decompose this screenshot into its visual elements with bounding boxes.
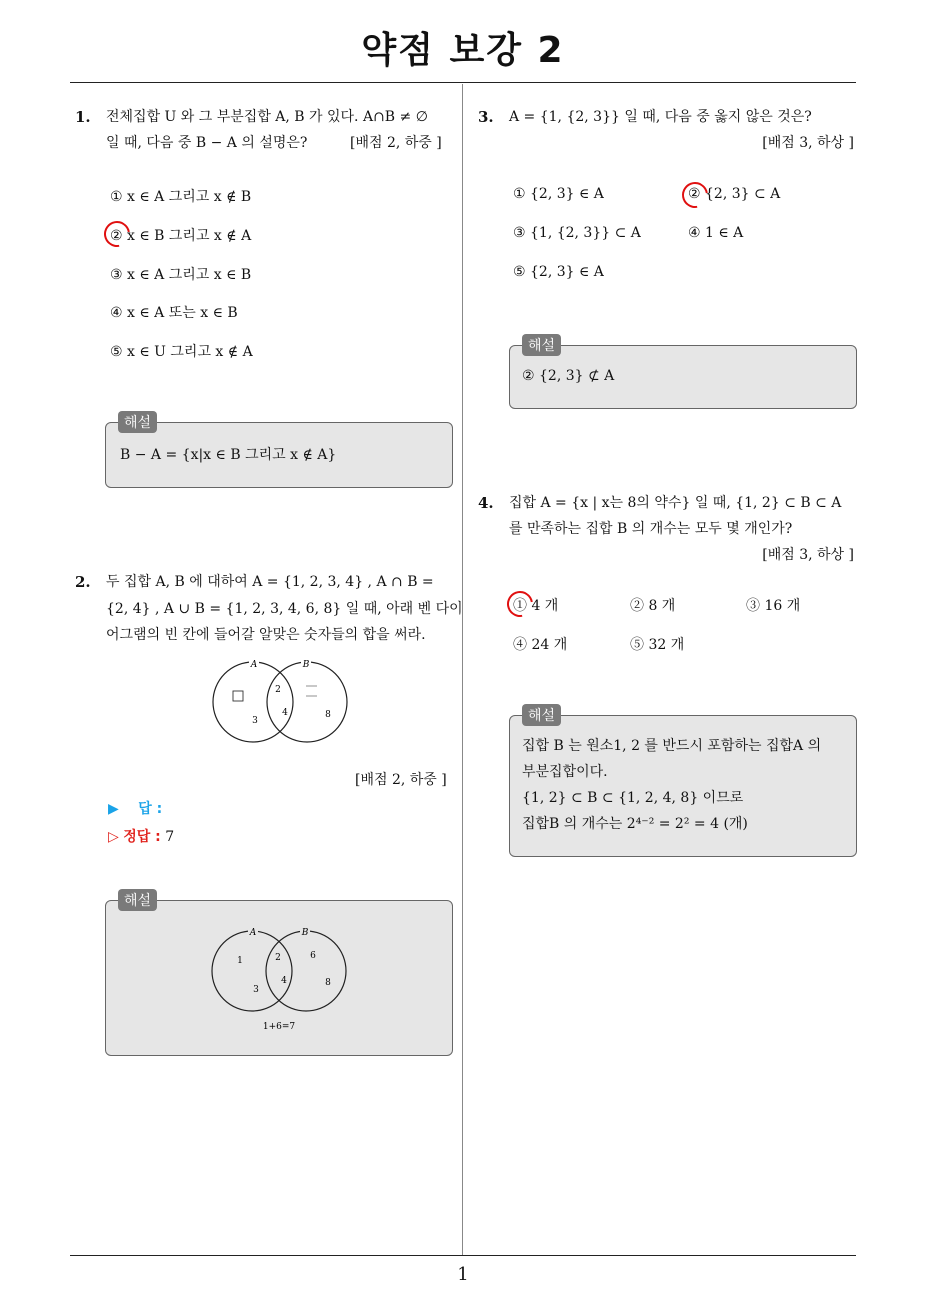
solution-text-line: 집합B 의 개수는 2⁴⁻² = 2² = 4 (개): [522, 816, 748, 832]
solution-box: [509, 338, 857, 409]
choice-3[interactable]: ③ 16 개: [746, 598, 801, 614]
answer-label: 답 :: [138, 801, 163, 817]
venn-blank-box: [233, 691, 243, 701]
venn-value: 1: [237, 956, 243, 966]
answer-circle-mark: [99, 216, 135, 252]
solution-text-line: 부분집합이다.: [522, 764, 608, 780]
venn-value: 4: [282, 708, 288, 718]
venn-value: 8: [325, 978, 331, 988]
venn-value: 2: [275, 953, 281, 963]
venn-label-b: B: [302, 660, 310, 670]
choice-1[interactable]: ① x ∈ A 그리고 x ∉ B: [110, 189, 252, 205]
question-number: 4.: [478, 494, 494, 512]
solution-box: [105, 415, 453, 488]
venn-circle-b: [266, 931, 346, 1011]
solution-tag: 해설: [118, 411, 157, 433]
venn-value: 4: [281, 976, 287, 986]
question-meta: [배점 2, 하중 ]: [355, 772, 447, 788]
choice-1[interactable]: ① 4 개: [513, 598, 559, 614]
solution-text: B − A = {x|x ∈ B 그리고 x ∉ A}: [120, 447, 337, 463]
play-outline-icon: ▷: [108, 829, 119, 845]
question-text-line: A = {1, {2, 3}} 일 때, 다음 중 옳지 않은 것은?: [509, 109, 812, 125]
play-icon: ▶: [108, 801, 119, 817]
question-text-line: 일 때, 다음 중 B − A 의 설명은?: [106, 135, 308, 151]
venn-circle-a: [212, 931, 292, 1011]
venn-value: 8: [325, 710, 331, 720]
question-text-line: {2, 4} , A ∪ B = {1, 2, 3, 4, 6, 8} 일 때, 아래 벤 다이: [106, 601, 463, 617]
page-number: 1: [457, 1264, 469, 1285]
answer-row: [108, 798, 162, 818]
solution-box: [509, 708, 857, 857]
choice-5[interactable]: ⑤ {2, 3} ∈ A: [513, 264, 604, 280]
venn-value: 3: [253, 985, 259, 995]
venn-value: 6: [310, 951, 316, 961]
solution-text-line: 집합 B 는 원소1, 2 를 반드시 포함하는 집합A 의: [522, 738, 822, 754]
choice-2[interactable]: ② x ∈ B 그리고 x ∉ A: [110, 228, 252, 244]
venn-circle-a: [213, 662, 293, 742]
page-title: 약점 보강 2: [361, 30, 565, 71]
correct-answer-row: [108, 826, 174, 846]
choice-1[interactable]: ① {2, 3} ∈ A: [513, 186, 604, 202]
choice-3[interactable]: ③ {1, {2, 3}} ⊂ A: [513, 225, 641, 241]
question-meta: [배점 2, 하중 ]: [350, 135, 442, 151]
venn-label-a: A: [249, 928, 257, 938]
venn-diagram: [205, 655, 355, 750]
answer-circle-mark: [502, 586, 538, 622]
correct-answer-value: 7: [165, 829, 175, 845]
solution-tag: 해설: [118, 889, 157, 911]
choice-5[interactable]: ⑤ x ∈ U 그리고 x ∉ A: [110, 344, 253, 360]
venn-caption: 1+6=7: [262, 1022, 296, 1032]
answer-circle-mark: [677, 177, 713, 213]
solution-text-line: {1, 2} ⊂ B ⊂ {1, 2, 4, 8} 이므로: [522, 790, 744, 806]
question-text-line: 를 만족하는 집합 B 의 개수는 모두 몇 개인가?: [509, 521, 793, 537]
choice-3[interactable]: ③ x ∈ A 그리고 x ∈ B: [110, 267, 252, 283]
venn-value: 2: [275, 685, 281, 695]
choice-4[interactable]: ④ x ∈ A 또는 x ∈ B: [110, 305, 238, 321]
footer-rule: [70, 1255, 856, 1256]
choice-2[interactable]: ② {2, 3} ⊂ A: [688, 186, 781, 202]
correct-answer-label: 정답 :: [123, 829, 161, 845]
solution-tag: 해설: [522, 334, 561, 356]
solution-venn-diagram: [204, 923, 354, 1033]
venn-value: 3: [252, 716, 258, 726]
choice-2[interactable]: ② 8 개: [630, 598, 676, 614]
column-divider: [462, 84, 463, 1256]
venn-circle-b: [267, 662, 347, 742]
solution-text: ② {2, 3} ⊄ A: [522, 368, 615, 384]
question-text-line: 두 집합 A, B 에 대하여 A = {1, 2, 3, 4} , A ∩ B =: [106, 574, 434, 590]
question-meta: [배점 3, 하상 ]: [762, 135, 854, 151]
question-number: 2.: [75, 573, 91, 591]
solution-tag: 해설: [522, 704, 561, 726]
venn-label-a: A: [250, 660, 258, 670]
question-number: 3.: [478, 108, 494, 126]
solution-box: [105, 893, 453, 1056]
question-text-line: 전체집합 U 와 그 부분집합 A, B 가 있다. A∩B ≠ ∅: [106, 109, 428, 125]
question-text-line: 어그램의 빈 칸에 들어갈 알맞은 숫자들의 합을 써라.: [106, 627, 426, 643]
question-meta: [배점 3, 하상 ]: [762, 547, 854, 563]
choice-5[interactable]: ⑤ 32 개: [630, 637, 685, 653]
venn-label-b: B: [301, 928, 309, 938]
choice-4[interactable]: ④ 1 ∈ A: [688, 225, 744, 241]
choice-4[interactable]: ④ 24 개: [513, 637, 568, 653]
question-number: 1.: [75, 108, 91, 126]
header-rule: [70, 82, 856, 83]
question-text-line: 집합 A = {x | x는 8의 약수} 일 때, {1, 2} ⊂ B ⊂ A: [509, 495, 842, 511]
